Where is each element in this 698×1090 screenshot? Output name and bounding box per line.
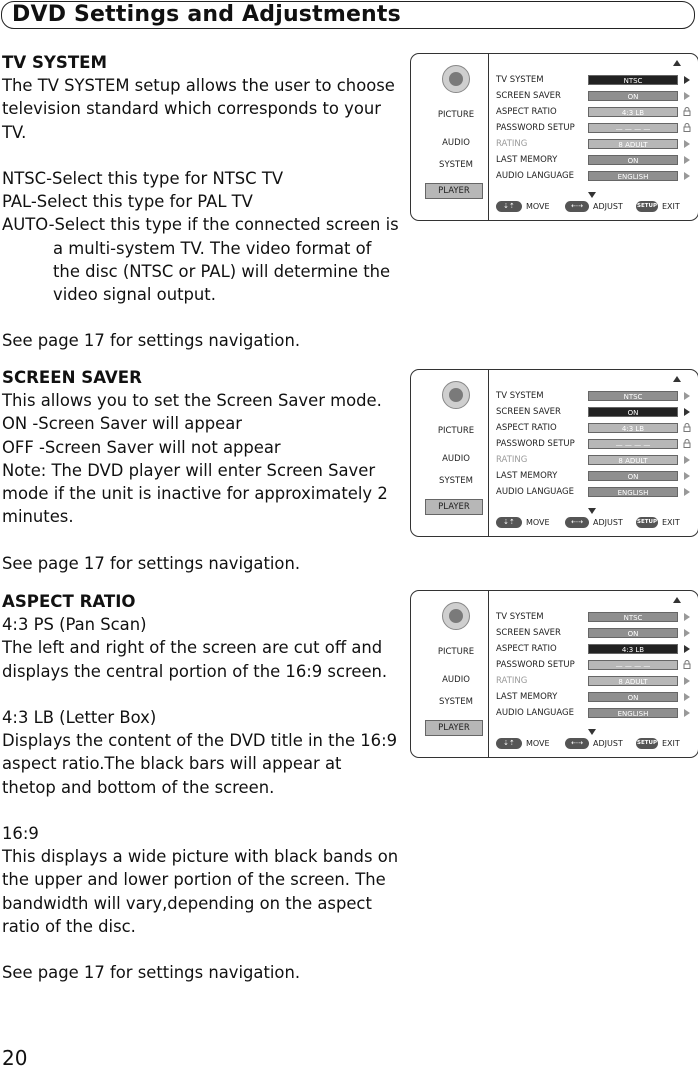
right-arrow-icon[interactable] [684,677,690,685]
menu-row-label: TV SYSTEM [496,391,544,401]
menu-row-label: LAST MEMORY [496,471,558,481]
scroll-down-icon[interactable] [588,508,596,514]
menu-row[interactable] [496,675,696,687]
menu-row-value: ON [588,155,678,165]
menu-row[interactable] [496,74,696,86]
right-arrow-icon[interactable] [684,693,690,701]
adjust-label: ADJUST [593,518,623,527]
menu-row-value: ON [588,471,678,481]
tab-player[interactable]: PLAYER [425,720,483,736]
menu-panel-screen-saver [410,369,698,537]
menu-tabs [421,54,491,220]
menu-row[interactable] [496,707,696,719]
tab-2[interactable]: SYSTEM [439,697,473,707]
menu-row[interactable] [496,659,696,671]
right-arrow-icon[interactable] [684,92,690,100]
menu-row-label: ASPECT RATIO [496,644,557,654]
right-arrow-icon[interactable] [684,392,690,400]
menu-row[interactable] [496,122,696,134]
right-arrow-icon[interactable] [684,472,690,480]
right-arrow-icon[interactable] [684,613,690,621]
tab-1[interactable]: AUDIO [442,138,470,148]
scroll-up-icon[interactable] [673,597,681,603]
menu-row-value: 8 ADULT [588,455,678,465]
tab-1[interactable]: AUDIO [442,454,470,464]
paragraph: NTSC-Select this type for NTSC TV [2,169,284,188]
paragraph: Note: The DVD player will enter Screen Saver mode if the unit is inactive for approximately 2 minutes. [2,460,388,527]
see-page-note: See page 17 for settings navigation. [2,553,301,573]
paragraph: This allows you to set the Screen Saver mode. [2,391,382,411]
menu-row-label: PASSWORD SETUP [496,123,575,133]
adjust-label: ADJUST [593,202,623,211]
menu-footer [496,517,696,529]
menu-row-value: — — — — [588,439,678,449]
menu-row-label: AUDIO LANGUAGE [496,708,575,718]
page-number: 20 [2,1046,28,1070]
menu-row[interactable] [496,90,696,102]
menu-row[interactable] [496,106,696,118]
paragraph: OFF -Screen Saver will not appear [2,437,281,457]
page-title-bar [1,1,695,29]
menu-row-label: RATING [496,455,528,465]
auto-continuation: a multi-system TV. The video format of the disc (NTSC or PAL) will determine the video signal output. [53,238,391,305]
tab-0[interactable]: PICTURE [437,426,475,436]
setup-key[interactable]: SETUP [636,201,658,212]
menu-row[interactable] [496,138,696,150]
menu-footer [496,738,696,750]
tab-1[interactable]: AUDIO [442,675,470,685]
menu-row-value: 8 ADULT [588,139,678,149]
menu-row[interactable] [496,486,696,498]
menu-row[interactable] [496,170,696,182]
lock-icon [683,660,691,669]
menu-row-value: — — — — [588,123,678,133]
paragraph: 16:9 [2,824,39,843]
menu-row-value: ENGLISH [588,708,678,718]
right-arrow-icon[interactable] [684,709,690,717]
move-keys-icon: ⇣⇡ [496,738,522,749]
menu-row-label: TV SYSTEM [496,75,544,85]
right-arrow-icon[interactable] [684,456,690,464]
menu-row-label: SCREEN SAVER [496,91,561,101]
section-heading: SCREEN SAVER [2,368,142,387]
menu-row-value: 4:3 LB [588,107,678,117]
move-label: MOVE [526,202,550,211]
section-heading: ASPECT RATIO [2,592,136,611]
menu-row[interactable] [496,627,696,639]
tab-player[interactable]: PLAYER [425,183,483,199]
adjust-keys-icon: ⇠⇢ [565,201,589,212]
menu-row-label: PASSWORD SETUP [496,660,575,670]
menu-row-value: NTSC [588,391,678,401]
menu-row-value: ON [588,407,678,417]
setup-key[interactable]: SETUP [636,738,658,749]
exit-label: EXIT [662,202,680,211]
right-arrow-icon[interactable] [684,156,690,164]
menu-row-value: 8 ADULT [588,676,678,686]
move-label: MOVE [526,739,550,748]
auto-text: Select this type if the connected screen is [54,215,399,235]
auto-item [2,213,400,236]
scroll-up-icon[interactable] [673,376,681,382]
menu-row-label: AUDIO LANGUAGE [496,487,575,497]
paragraph: The TV SYSTEM setup allows the user to choose television standard which corresponds to your TV. [2,76,395,142]
tab-player[interactable]: PLAYER [425,499,483,515]
disc-icon [442,65,470,93]
section-aspect-ratio [2,590,400,984]
menu-row-value: ON [588,91,678,101]
right-arrow-icon[interactable] [684,140,690,148]
menu-row-label: SCREEN SAVER [496,407,561,417]
lock-icon [683,107,691,116]
menu-row-value: ON [588,692,678,702]
tab-0[interactable]: PICTURE [437,647,475,657]
disc-icon [442,602,470,630]
disc-icon [442,381,470,409]
section-tv-system [2,51,400,353]
menu-row[interactable] [496,454,696,466]
paragraph: ON -Screen Saver will appear [2,414,243,434]
menu-footer [496,201,696,213]
tab-2[interactable]: SYSTEM [439,476,473,486]
setup-key[interactable]: SETUP [636,517,658,528]
menu-row-label: ASPECT RATIO [496,423,557,433]
menu-row-label: ASPECT RATIO [496,107,557,117]
menu-row[interactable] [496,691,696,703]
adjust-label: ADJUST [593,739,623,748]
menu-tabs [421,370,491,536]
scroll-up-icon[interactable] [673,60,681,66]
page-title: DVD Settings and Adjustments [12,2,401,27]
paragraph: The left and right of the screen are cut off and displays the central portion of the 16:9 screen. [2,638,388,681]
menu-row-value: 4:3 LB [588,423,678,433]
divider [488,54,489,220]
paragraph: 4:3 LB (Letter Box) [2,708,157,727]
menu-row[interactable] [496,643,696,655]
menu-row-label: AUDIO LANGUAGE [496,171,575,181]
menu-row-label: RATING [496,139,528,149]
tab-2[interactable]: SYSTEM [439,160,473,170]
lock-icon [683,123,691,132]
right-arrow-icon[interactable] [684,408,690,416]
menu-row-value: ENGLISH [588,487,678,497]
menu-row[interactable] [496,470,696,482]
exit-label: EXIT [662,518,680,527]
paragraph: PAL-Select this type for PAL TV [2,192,253,212]
menu-row-value: NTSC [588,612,678,622]
menu-row[interactable] [496,406,696,418]
menu-row-label: LAST MEMORY [496,155,558,165]
right-arrow-icon[interactable] [684,629,690,637]
section-heading: TV SYSTEM [2,53,108,72]
menu-row-label: TV SYSTEM [496,612,544,622]
right-arrow-icon[interactable] [684,645,690,653]
menu-row-value: 4:3 LB [588,644,678,654]
menu-row-value: ENGLISH [588,171,678,181]
menu-row-label: SCREEN SAVER [496,628,561,638]
menu-row[interactable] [496,154,696,166]
menu-row-label: LAST MEMORY [496,692,558,702]
right-arrow-icon[interactable] [684,488,690,496]
auto-label: AUTO- [2,215,55,235]
right-arrow-icon[interactable] [684,76,690,84]
paragraph: Displays the content of the DVD title in the 16:9 aspect ratio.The black bars will appear at thetop and bottom of the screen. [2,731,398,797]
menu-row-label: RATING [496,676,528,686]
lock-icon [683,439,691,448]
menu-row[interactable] [496,390,696,402]
paragraph: 4:3 PS (Pan Scan) [2,615,147,635]
menu-row-value: NTSC [588,75,678,85]
move-keys-icon: ⇣⇡ [496,201,522,212]
see-page-note: See page 17 for settings navigation. [2,963,301,983]
menu-row[interactable] [496,438,696,450]
move-label: MOVE [526,518,550,527]
adjust-keys-icon: ⇠⇢ [565,738,589,749]
menu-panel-aspect-ratio [410,590,698,758]
menu-row-label: PASSWORD SETUP [496,439,575,449]
divider [488,591,489,757]
menu-panel-tv-system [410,53,698,221]
right-arrow-icon[interactable] [684,172,690,180]
section-screen-saver [2,366,400,575]
menu-row-value: ON [588,628,678,638]
menu-tabs [421,591,491,757]
move-keys-icon: ⇣⇡ [496,517,522,528]
menu-row[interactable] [496,611,696,623]
menu-row[interactable] [496,422,696,434]
paragraph: This displays a wide picture with black bands on the upper and lower portion of the screen. The bandwidth will vary,depending on the aspect ratio of the disc. [2,847,399,936]
lock-icon [683,423,691,432]
tab-0[interactable]: PICTURE [437,110,475,120]
scroll-down-icon[interactable] [588,192,596,198]
exit-label: EXIT [662,739,680,748]
adjust-keys-icon: ⇠⇢ [565,517,589,528]
divider [488,370,489,536]
see-page-note: See page 17 for settings navigation. [2,331,301,351]
menu-row-value: — — — — [588,660,678,670]
scroll-down-icon[interactable] [588,729,596,735]
